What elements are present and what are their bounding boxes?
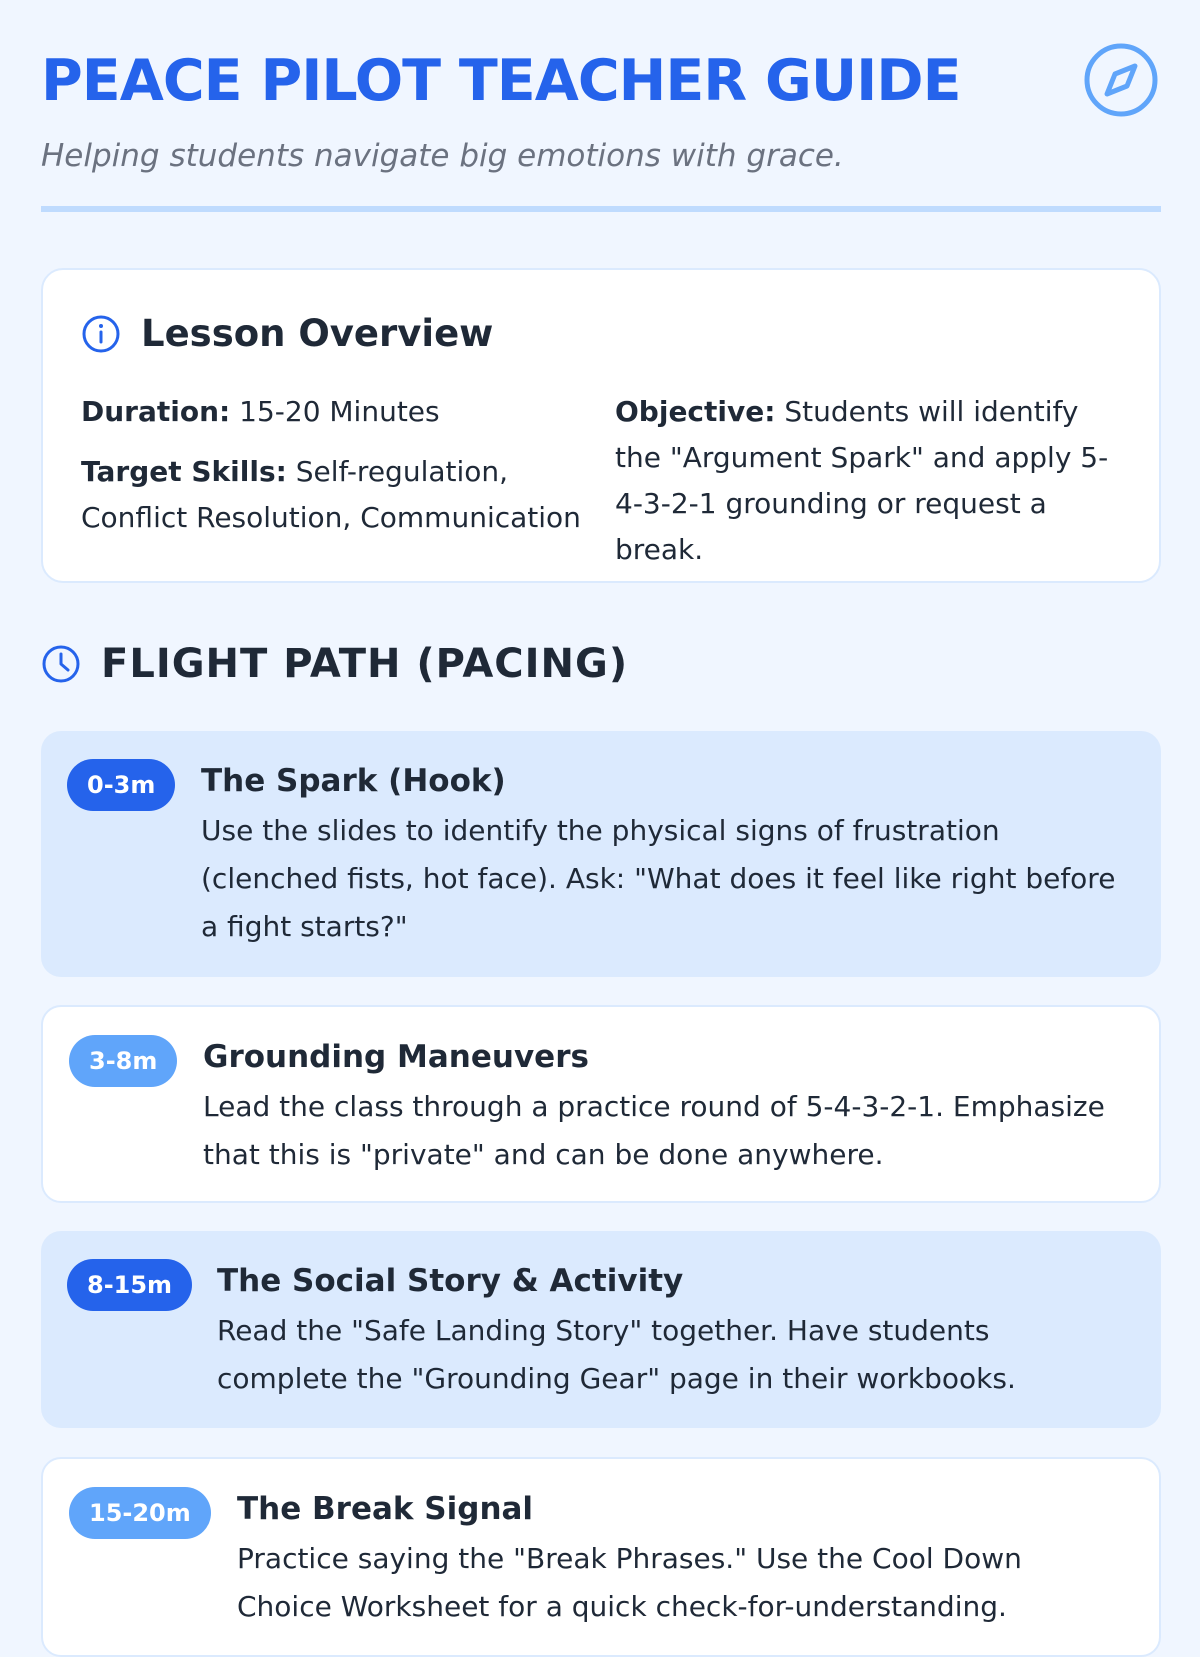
pacing-step: [41, 1457, 1161, 1657]
page-header: [41, 0, 1161, 212]
page-subtitle: Helping students navigate big emotions with grace.: [41, 138, 844, 174]
step-description: Lead the class through a practice round of 5-4-3-2-1. Emphasize that this is "private" and can be done anywhere.: [203, 1090, 1105, 1171]
duration-label: Duration:: [81, 395, 231, 428]
pacing-step: [41, 731, 1161, 977]
skills-line: [81, 449, 601, 541]
step-title: The Break Signal: [237, 1491, 534, 1527]
objective-line: [615, 389, 1125, 573]
compass-icon: [1083, 42, 1159, 118]
step-content: [217, 1259, 1121, 1403]
pacing-step: [41, 1005, 1161, 1203]
page-title: PEACE PILOT TEACHER GUIDE: [41, 48, 961, 114]
pacing-title: FLIGHT PATH (PACING): [101, 641, 629, 687]
step-description: Practice saying the "Break Phrases." Use the Cool Down Choice Worksheet for a quick check-for-understanding.: [237, 1542, 1022, 1623]
info-icon: [81, 314, 121, 354]
time-badge: 0-3m: [67, 759, 175, 811]
step-content: [203, 1035, 1119, 1179]
overview-left-column: [81, 389, 601, 555]
pacing-step: [41, 1231, 1161, 1428]
step-title: Grounding Maneuvers: [203, 1039, 589, 1075]
teacher-guide-page: [41, 0, 1161, 1623]
clock-icon: [41, 644, 81, 684]
time-badge: 8-15m: [67, 1259, 192, 1311]
objective-value: Students will identify the "Argument Spark" and apply 5-4-3-2-1 grounding or request a break.: [615, 395, 1109, 566]
step-title: The Spark (Hook): [201, 763, 506, 799]
step-title: The Social Story & Activity: [217, 1263, 684, 1299]
step-description: Read the "Safe Landing Story" together. Have students complete the "Grounding Gear" page in their workbooks.: [217, 1314, 1016, 1395]
overview-right-column: [615, 389, 1125, 573]
duration-line: [81, 389, 601, 435]
step-description: Use the slides to identify the physical signs of frustration (clenched fists, hot face). Ask: "What does it feel like right before a fight starts?": [201, 814, 1116, 943]
step-content: [237, 1487, 1119, 1631]
step-content: [201, 759, 1121, 951]
lesson-overview-title: Lesson Overview: [141, 312, 494, 355]
objective-label: Objective:: [615, 395, 776, 428]
lesson-overview-heading: [81, 310, 493, 358]
pacing-heading: [41, 638, 628, 690]
skills-label: Target Skills:: [81, 455, 287, 488]
time-badge: 3-8m: [69, 1035, 177, 1087]
skills-value: Self-regulation, Conflict Resolution, Communication: [81, 455, 581, 534]
time-badge: 15-20m: [69, 1487, 211, 1539]
duration-value: 15-20 Minutes: [239, 395, 440, 428]
